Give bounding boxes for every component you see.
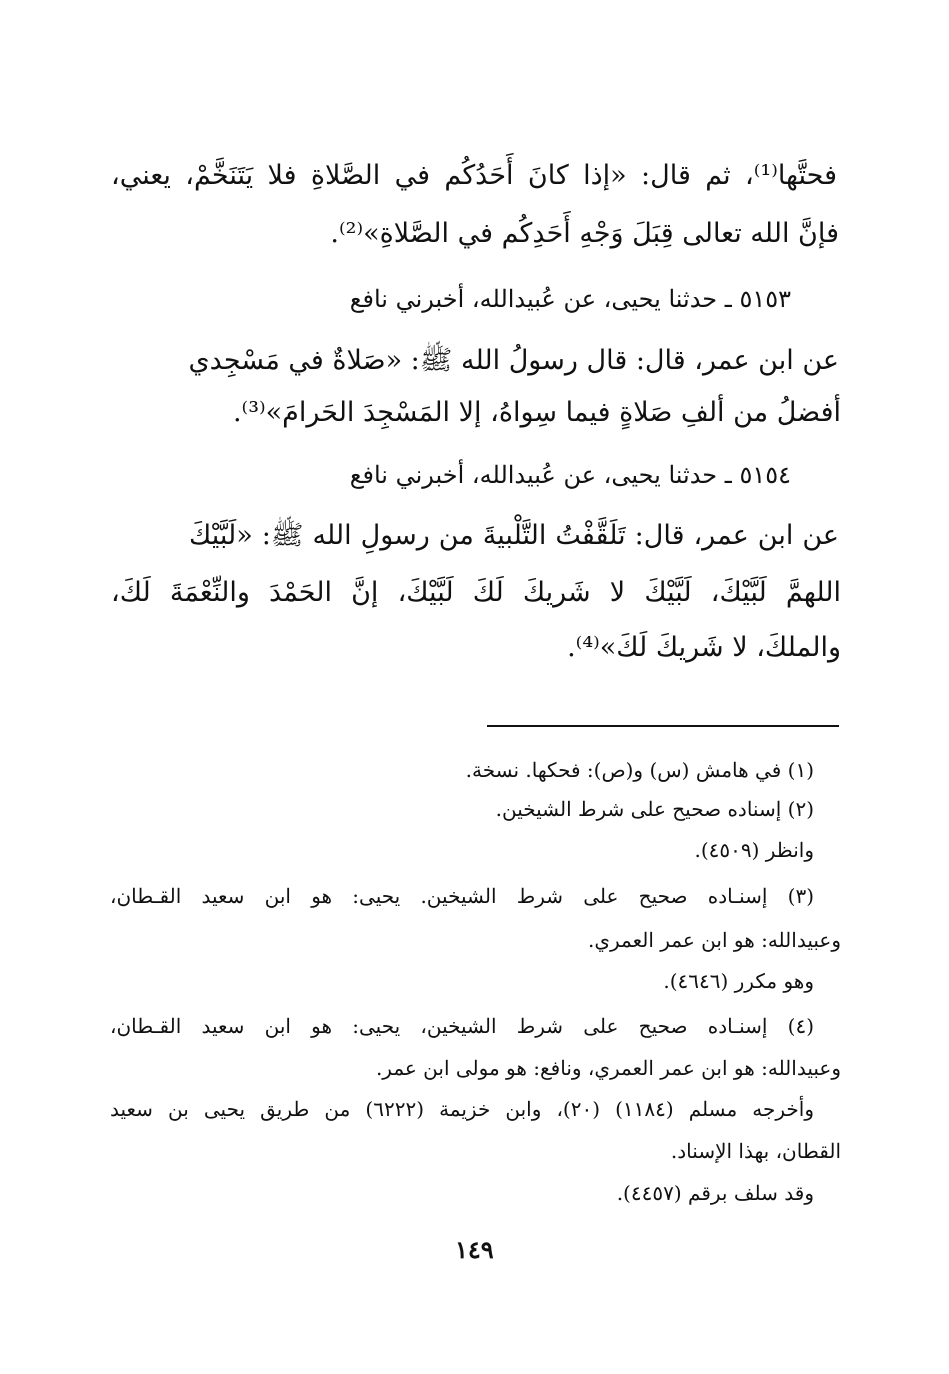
page-number: ١٤٩	[455, 1235, 494, 1264]
footnote-1: (١) في هامش (س) و(ص): فحكها. نسخة.	[465, 758, 814, 782]
main-text-line-5: أفضلُ من ألفِ صَلاةٍ فيما سِواهُ، إلا المَسْجِدَ الحَرامَ»⁽³⁾.	[232, 397, 841, 428]
main-text-line-4: عن ابن عمر، قال: قال رسولُ الله ﷺ: «صَلاةٌ في مَسْجِدي	[188, 345, 839, 376]
footnote-3: (٣) إسنـاده صحيح على شرط الشيخين. يحيى: هو ابن سعيد القـطان،	[110, 884, 814, 908]
hadith-5153-chain: ٥١٥٣ ـ حدثنا يحيى، عن عُبيدالله، أخبرني نافع	[349, 285, 791, 313]
footnote-separator	[487, 725, 839, 727]
main-text-line-2: فإنَّ الله تعالى قِبَلَ وَجْهِ أَحَدِكُم في الصَّلاةِ»⁽²⁾.	[330, 218, 839, 249]
footnote-4-takhrij: وأخرجه مسلم (١١٨٤) (٢٠)، وابن خزيمة (٦٢٢٢) من طريق يحيى بن سعيد	[110, 1097, 815, 1121]
footnote-2: (٢) إسناده صحيح على شرط الشيخين.	[495, 797, 814, 821]
footnote-4: (٤) إسنـاده صحيح على شرط الشيخين، يحيى: هو ابن سعيد القـطان،	[110, 1014, 814, 1038]
footnote-4-ref: وقد سلف برقم (٤٤٥٧).	[616, 1181, 814, 1205]
main-text-line-7: عن ابن عمر، قال: تَلَقَّفْتُ التَّلْبيةَ من رسولِ الله ﷺ: «لَبَّيْكَ	[189, 520, 839, 551]
footnote-4-cont: وعبيدالله: هو ابن عمر العمري، ونافع: هو مولى ابن عمر.	[375, 1056, 841, 1080]
main-text-line-9: والملكَ، لا شَريكَ لَكَ»⁽⁴⁾.	[567, 632, 841, 663]
footnote-2-ref: وانظر (٤٥٠٩).	[694, 838, 814, 862]
hadith-5154-chain: ٥١٥٤ ـ حدثنا يحيى، عن عُبيدالله، أخبرني نافع	[349, 461, 791, 489]
footnote-3-cont: وعبيدالله: هو ابن عمر العمري.	[588, 928, 841, 952]
footnote-4-takhrij-cont: القطان، بهذا الإسناد.	[670, 1139, 841, 1163]
footnote-3-ref: وهو مكرر (٤٦٤٦).	[663, 969, 814, 993]
main-text-line-1: فحتَّها⁽¹⁾، ثم قال: «إذا كانَ أَحَدُكُم في الصَّلاةِ فلا يَتَنَخَّمْ، يعني،	[111, 160, 837, 191]
main-text-line-8: اللهمَّ لَبَّيْكَ، لَبَّيْكَ لا شَريكَ لَكَ لَبَّيْكَ، إنَّ الحَمْدَ والنِّعْمَةَ لَكَ،	[111, 577, 841, 608]
